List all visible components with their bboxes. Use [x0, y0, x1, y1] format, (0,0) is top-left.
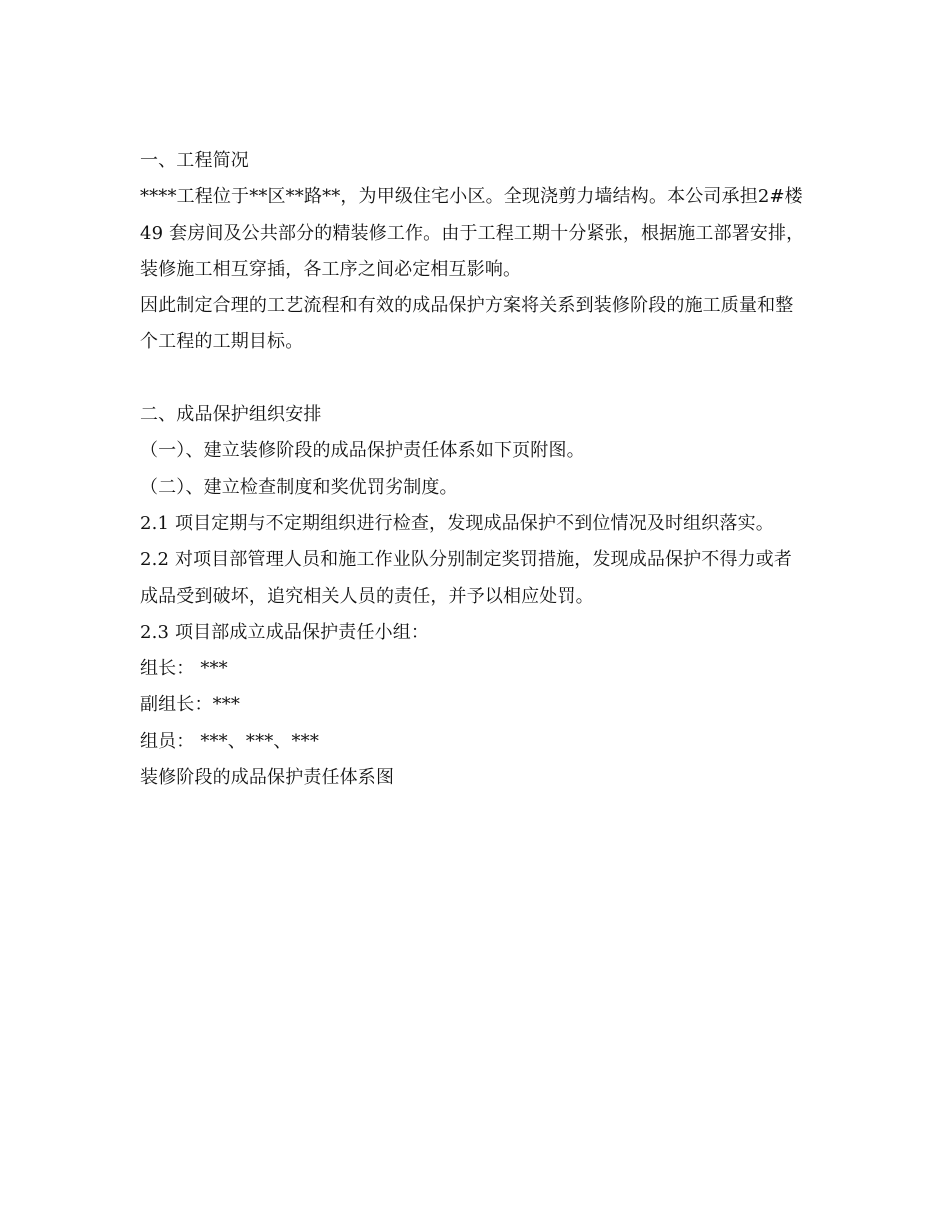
diagram-caption: 装修阶段的成品保护责任体系图	[140, 767, 395, 789]
deputy-team-leader: 副组长：***	[140, 694, 241, 716]
clause-2-2-line: 成品受到破坏，追究相关人员的责任，并予以相应处罚。	[140, 585, 594, 607]
section1-paragraph-line: 个工程的工期目标。	[140, 331, 304, 353]
section1-heading: 一、工程简况	[140, 150, 249, 171]
clause-2-1: 2.1 项目定期与不定期组织进行检查，发现成品保护不到位情况及时组织落实。	[140, 512, 774, 534]
subsection-2: （二）、建立检查制度和奖优罚劣制度。	[140, 476, 458, 498]
section1-paragraph-line: 49 套房间及公共部分的精装修工作。由于工程工期十分紧张，根据施工部署安排，	[140, 222, 805, 244]
subsection-1: （一）、建立装修阶段的成品保护责任体系如下页附图。	[140, 440, 585, 462]
section1-paragraph-line: 装修施工相互穿插，各工序之间必定相互影响。	[140, 258, 522, 280]
team-members: 组员： ***、***、***	[140, 730, 319, 752]
section2-heading: 二、成品保护组织安排	[140, 404, 322, 426]
section1-paragraph-line: 因此制定合理的工艺流程和有效的成品保护方案将关系到装修阶段的施工质量和整	[140, 295, 794, 317]
team-leader: 组长： ***	[140, 658, 228, 680]
clause-2-2-line: 2.2 对项目部管理人员和施工作业队分别制定奖罚措施，发现成品保护不得力或者	[140, 549, 793, 571]
clause-2-3: 2.3 项目部成立成品保护责任小组：	[140, 621, 430, 643]
document-body	[140, 143, 820, 796]
section1-paragraph-line: ****工程位于**区**路**，为甲级住宅小区。全现浇剪力墙结构。本公司承担2#楼	[140, 186, 803, 208]
section-spacer	[140, 361, 820, 397]
